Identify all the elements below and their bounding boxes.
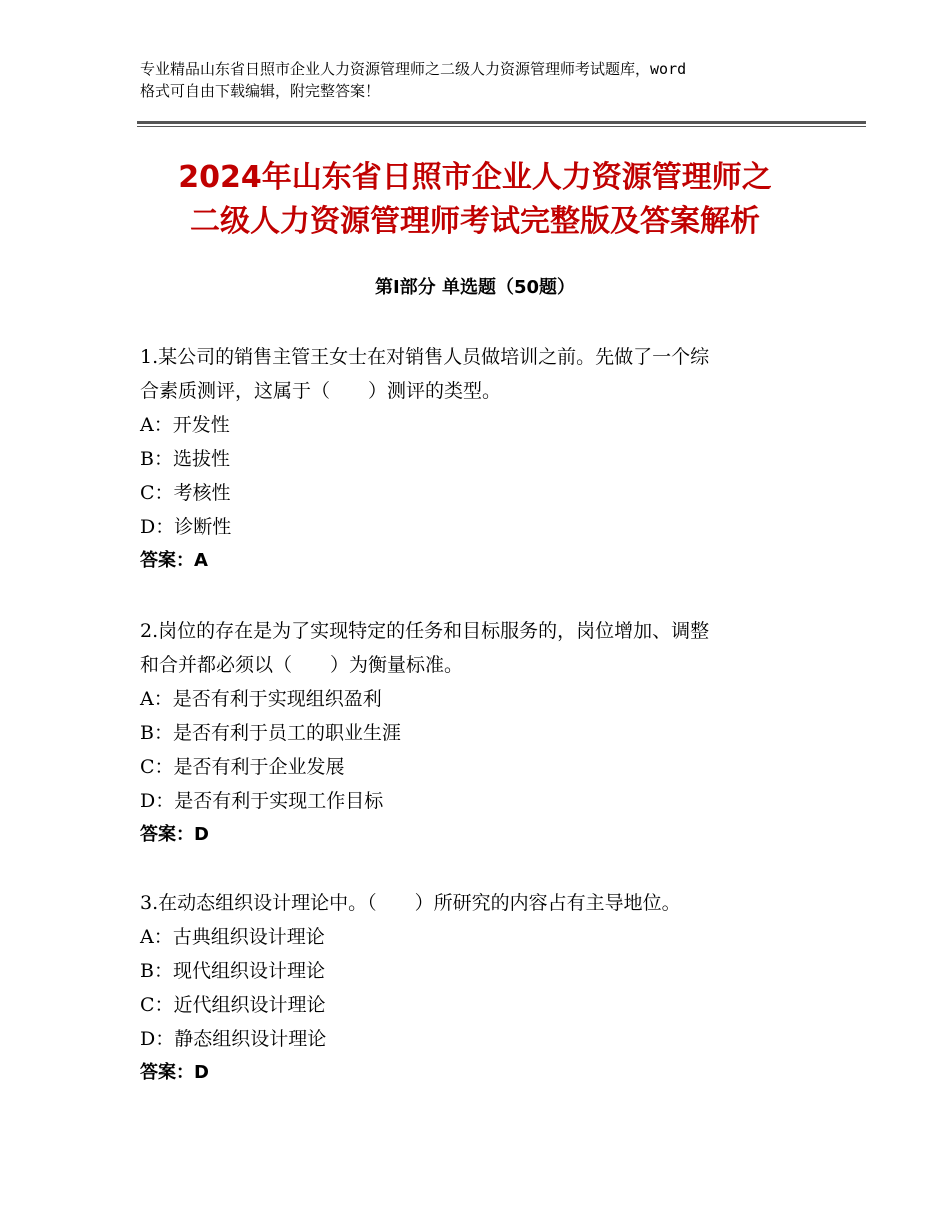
question-stem-line: 1.某公司的销售主管王女士在对销售人员做培训之前。先做了一个综 bbox=[140, 346, 710, 368]
answer-label: 答案： bbox=[140, 824, 194, 845]
option-a: A：古典组织设计理论 bbox=[140, 926, 325, 948]
header-note-line: 格式可自由下载编辑，附完整答案！ bbox=[140, 82, 381, 100]
option-c: C：是否有利于企业发展 bbox=[140, 756, 345, 778]
header-note bbox=[140, 58, 830, 102]
header-divider-thin bbox=[137, 126, 866, 127]
question-2 bbox=[140, 614, 820, 852]
header-divider-thick bbox=[137, 121, 866, 124]
answer-label: 答案： bbox=[140, 1062, 194, 1083]
option-d: D：静态组织设计理论 bbox=[140, 1028, 327, 1050]
answer-label: 答案： bbox=[140, 550, 194, 571]
question-stem-line: 3.在动态组织设计理论中。（ ）所研究的内容占有主导地位。 bbox=[140, 892, 681, 914]
option-c: C：考核性 bbox=[140, 482, 231, 504]
document-title-line: 二级人力资源管理师考试完整版及答案解析 bbox=[190, 204, 760, 239]
option-b: B：选拔性 bbox=[140, 448, 230, 470]
option-d: D：诊断性 bbox=[140, 516, 232, 538]
document-title bbox=[100, 156, 850, 244]
answer-value: D bbox=[194, 824, 209, 845]
answer-line bbox=[140, 544, 820, 578]
question-stem-line: 和合并都必须以（ ）为衡量标准。 bbox=[140, 654, 464, 676]
option-d: D：是否有利于实现工作目标 bbox=[140, 790, 384, 812]
option-c: C：近代组织设计理论 bbox=[140, 994, 326, 1016]
question-3 bbox=[140, 886, 820, 1090]
question-stem-line: 2.岗位的存在是为了实现特定的任务和目标服务的，岗位增加、调整 bbox=[140, 620, 710, 642]
section-heading: 第Ⅰ部分 单选题（50题） bbox=[374, 277, 575, 298]
document-title-line: 2024年山东省日照市企业人力资源管理师之 bbox=[178, 160, 772, 195]
answer-line bbox=[140, 818, 820, 852]
header-note-line: 专业精品山东省日照市企业人力资源管理师之二级人力资源管理师考试题库，word bbox=[140, 60, 687, 78]
answer-line bbox=[140, 1056, 820, 1090]
answer-value: D bbox=[194, 1062, 209, 1083]
question-stem-line: 合素质测评，这属于（ ）测评的类型。 bbox=[140, 380, 502, 402]
option-b: B：是否有利于员工的职业生涯 bbox=[140, 722, 401, 744]
option-b: B：现代组织设计理论 bbox=[140, 960, 325, 982]
option-a: A：是否有利于实现组织盈利 bbox=[140, 688, 382, 710]
question-1 bbox=[140, 340, 820, 578]
option-a: A：开发性 bbox=[140, 414, 230, 436]
answer-value: A bbox=[194, 550, 208, 571]
